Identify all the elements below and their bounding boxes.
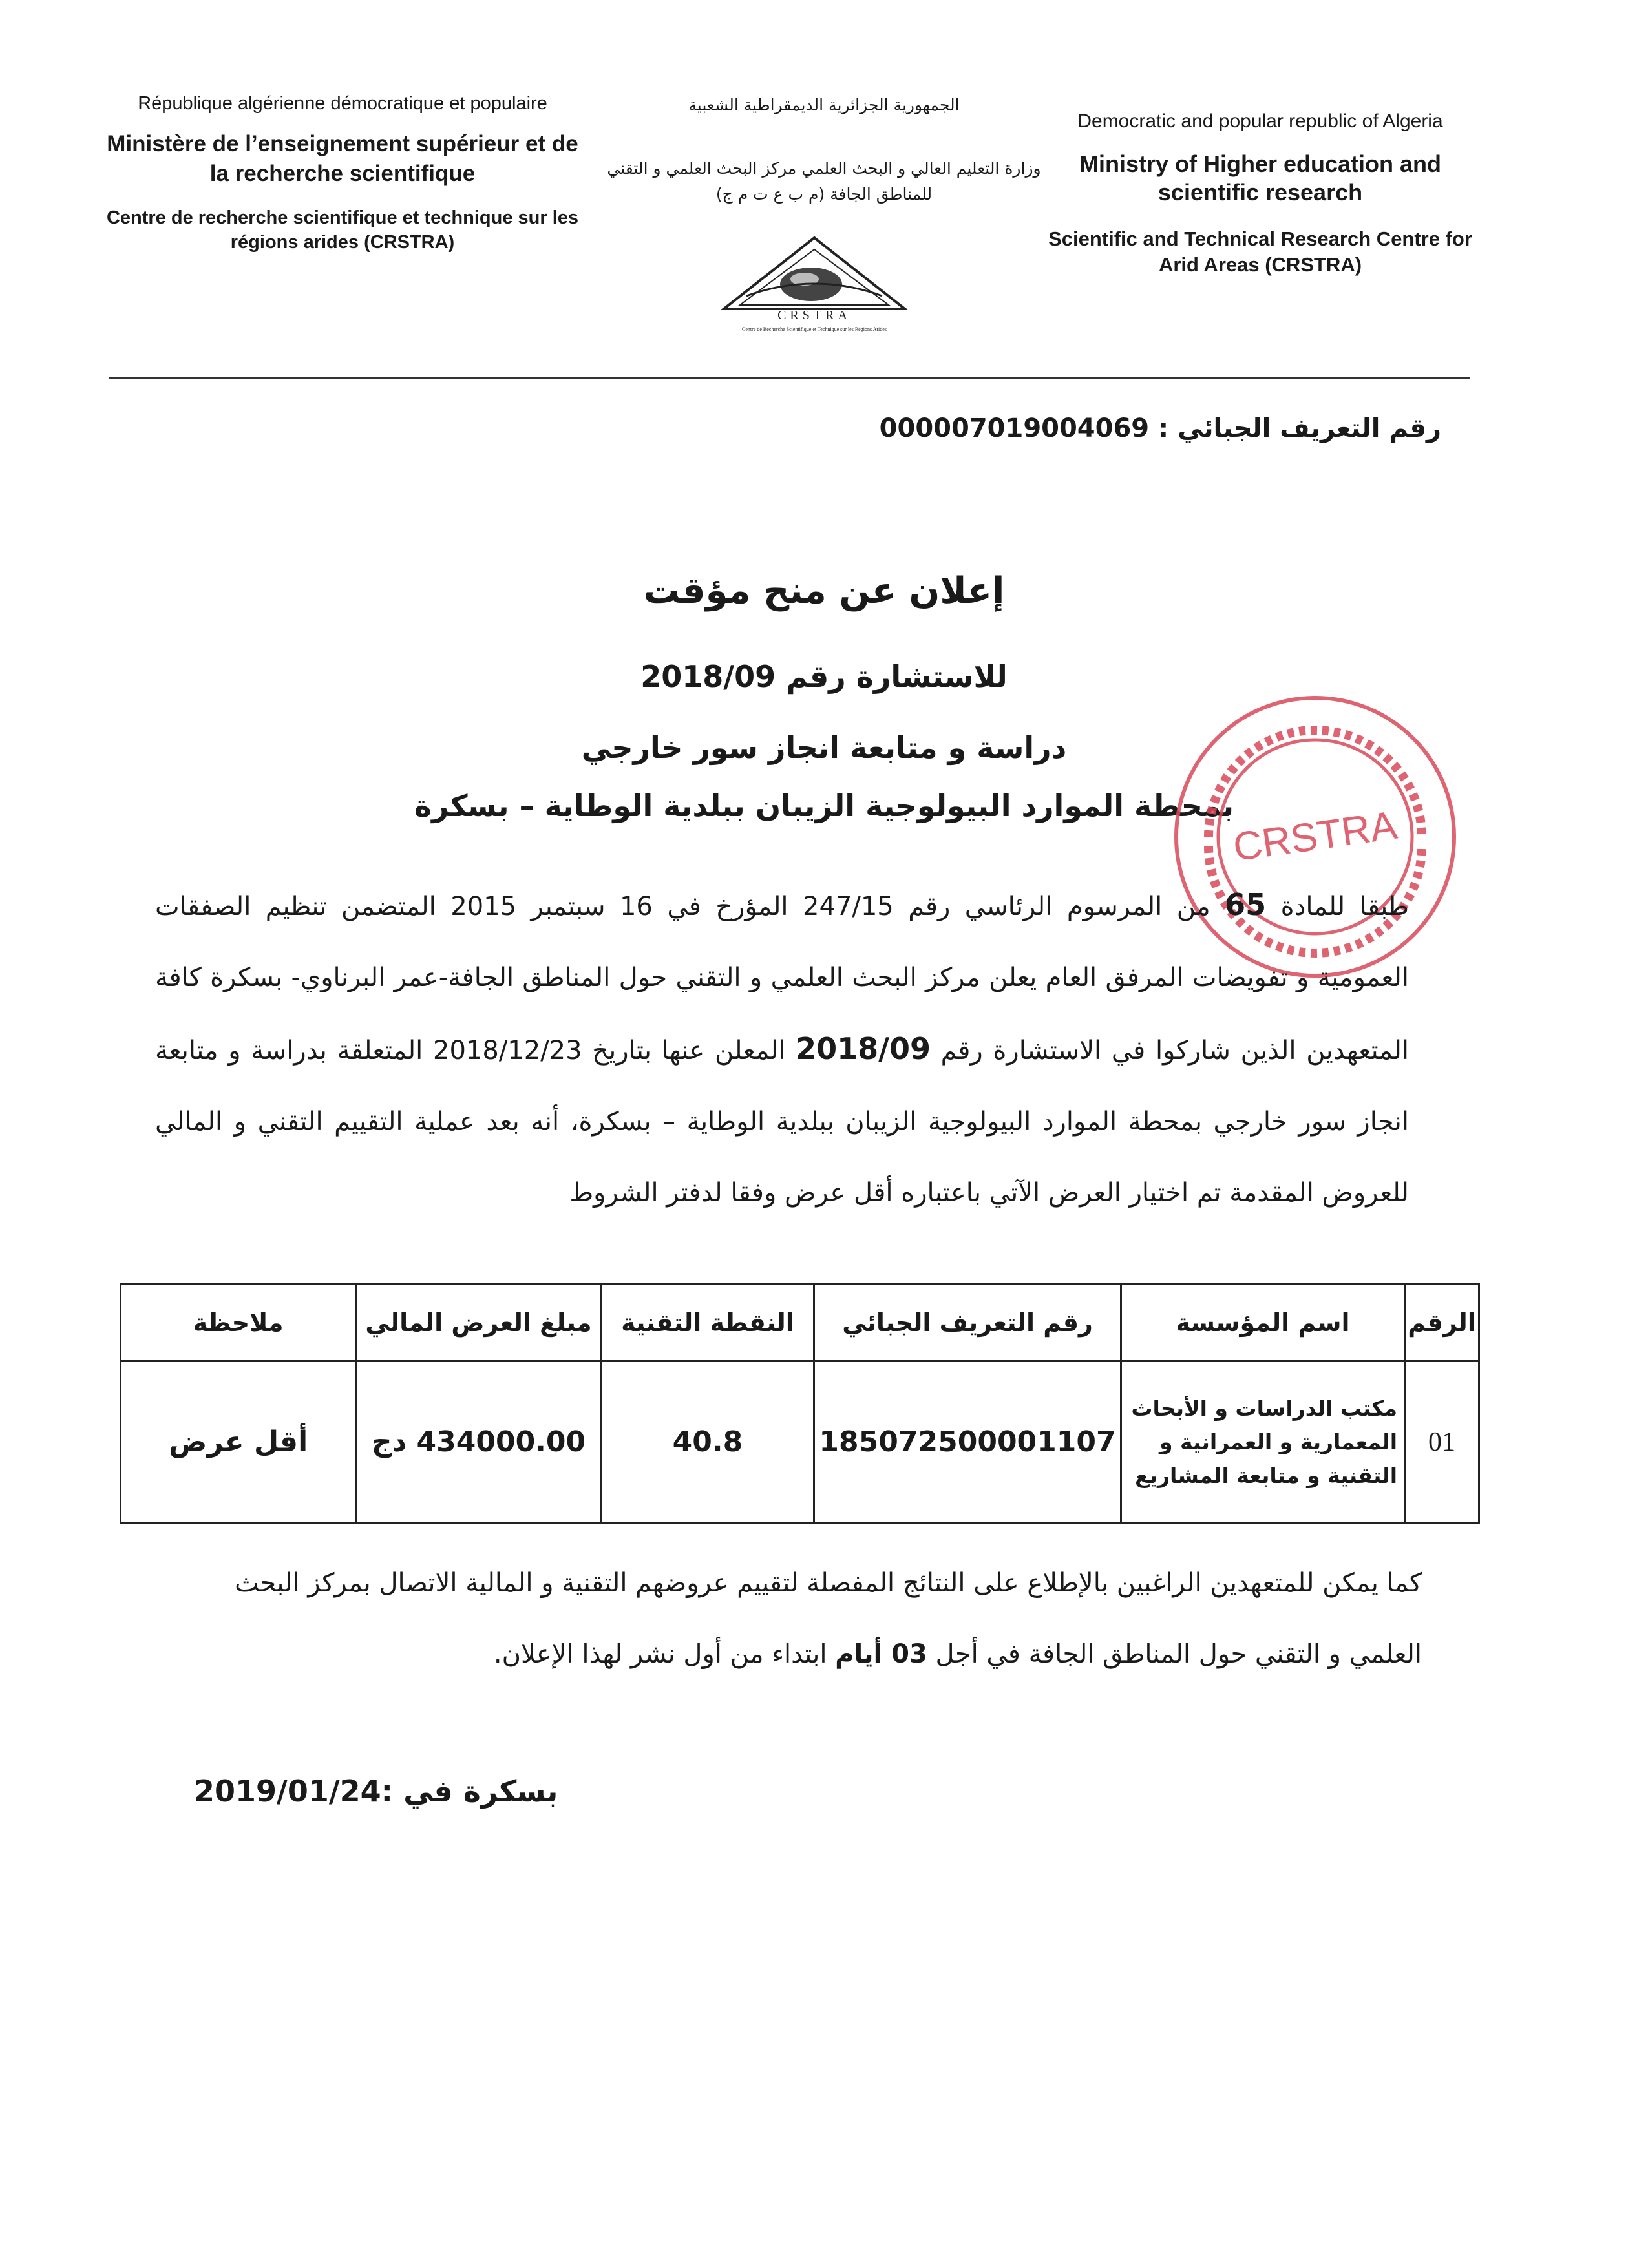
col-header-nif: رقم التعريف الجبائي: [814, 1284, 1121, 1361]
col-header-num: الرقم: [1405, 1284, 1479, 1361]
col-header-note: ملاحظة: [121, 1284, 356, 1361]
closing-paragraph: [155, 1548, 1422, 1690]
body-article-number: 65: [1225, 887, 1267, 922]
col-header-institution: اسم المؤسسة: [1121, 1284, 1405, 1361]
institution-line-3: التقنية و متابعة المشاريع: [1135, 1462, 1398, 1488]
announcement-title: إعلان عن منح مؤقت: [643, 570, 1005, 612]
header-english: [1047, 109, 1474, 278]
announcement-body: [155, 869, 1409, 1228]
cell-tech-score: 40.8: [601, 1361, 814, 1523]
subject-line-1: دراسة و متابعة انجاز سور خارجي: [581, 730, 1067, 765]
en-republic: Democratic and popular republic of Algeria: [1077, 110, 1443, 132]
subject-line-2: بمحطة الموارد البيولوجية الزيبان ببلدية الوطاية – بسكرة: [414, 788, 1234, 823]
cell-note: أقل عرض: [121, 1361, 356, 1523]
closing-deadline: 03 أيام: [835, 1639, 927, 1669]
logo-caption: Centre de Recherche Scientifique et Technique sur les Régions Arides: [742, 326, 887, 332]
cell-amount: 434000.00 دج: [356, 1361, 602, 1523]
fr-republic: République algérienne démocratique et populaire: [138, 93, 547, 114]
consultation-number: للاستشارة رقم 2018/09: [640, 659, 1008, 694]
table-row: [121, 1361, 1479, 1523]
stamp-acronym: CRSTRA: [1230, 803, 1400, 870]
col-header-tech-score: النقطة التقنية: [601, 1284, 814, 1361]
body-part-e: المعلن عنها بتاريخ 2018/12/23 المتعلقة بدراسة و متابعة انجاز سور خارجي بمحطة الموارد البيولوجية الزيبان ببلدية الوطاية – بسكرة، أنه بعد عملية التقييم التقني و المالي للعروض المقدمة تم اختيار العرض الآتي باعتباره أقل عرض وفقا لدفتر الشروط: [155, 1036, 1409, 1208]
closing-part-c: ابتداء من أول نشر لهذا الإعلان.: [493, 1639, 836, 1669]
logo-acronym: CRSTRA: [777, 308, 851, 322]
cell-institution: [1121, 1361, 1405, 1523]
institution-line-1: مكتب الدراسات و الأبحاث: [1131, 1395, 1398, 1421]
header-arabic: [601, 94, 1047, 207]
fr-centre: Centre de recherche scientifique et technique sur les régions arides (CRSTRA): [106, 207, 579, 253]
col-header-amount: مبلغ العرض المالي: [356, 1284, 602, 1361]
place-and-date: بسكرة في :2019/01/24: [194, 1774, 558, 1809]
fr-ministry: Ministère de l’enseignement supérieur et de la recherche scientifique: [107, 131, 578, 186]
tax-id-line: رقم التعريف الجبائي : 000007019004069: [879, 414, 1441, 443]
header-french: [103, 90, 582, 255]
cell-nif: 185072500001107: [814, 1361, 1121, 1523]
body-consultation-number: 2018/09: [796, 1031, 931, 1066]
en-centre: Scientific and Technical Research Centre for Arid Areas (CRSTRA): [1048, 227, 1472, 276]
ar-ministry-centre: وزارة التعليم العالي و البحث العلمي مركز البحث العلمي و التقني للمناطق الجافة (م ب ع ت م ج): [607, 159, 1041, 204]
institution-line-2: المعمارية و العمرانية و: [1159, 1429, 1398, 1454]
closing-part-a: كما يمكن للمتعهدين الراغبين بالإطلاع على النتائج المفصلة لتقييم عروضهم التقنية و المالية الاتصال بمركز البحث العلمي و التقني حول المناطق الجافة في أجل: [235, 1568, 1422, 1669]
ar-republic: الجمهورية الجزائرية الديمقراطية الشعبية: [688, 96, 960, 114]
results-table: [120, 1283, 1480, 1524]
body-part-c: من المرسوم الرئاسي رقم 247/15 المؤرخ في 16 سبتمبر 2015 المتضمن تنظيم الصفقات العمومية و تفويضات المرفق العام يعلن مركز البحث العلمي و التقني حول المناطق الجافة-عمر البرناوي- بسكرة كافة المتعهدين الذين شاركوا في الاستشارة رقم: [155, 892, 1410, 1066]
body-part-a: طبقا للمادة: [1266, 892, 1409, 921]
en-ministry: Ministry of Higher education and scientific research: [1079, 151, 1442, 205]
header-divider: [109, 377, 1470, 379]
cell-num: 01: [1405, 1361, 1479, 1523]
crstra-logo: [708, 233, 921, 336]
table-header-row: [121, 1284, 1479, 1361]
